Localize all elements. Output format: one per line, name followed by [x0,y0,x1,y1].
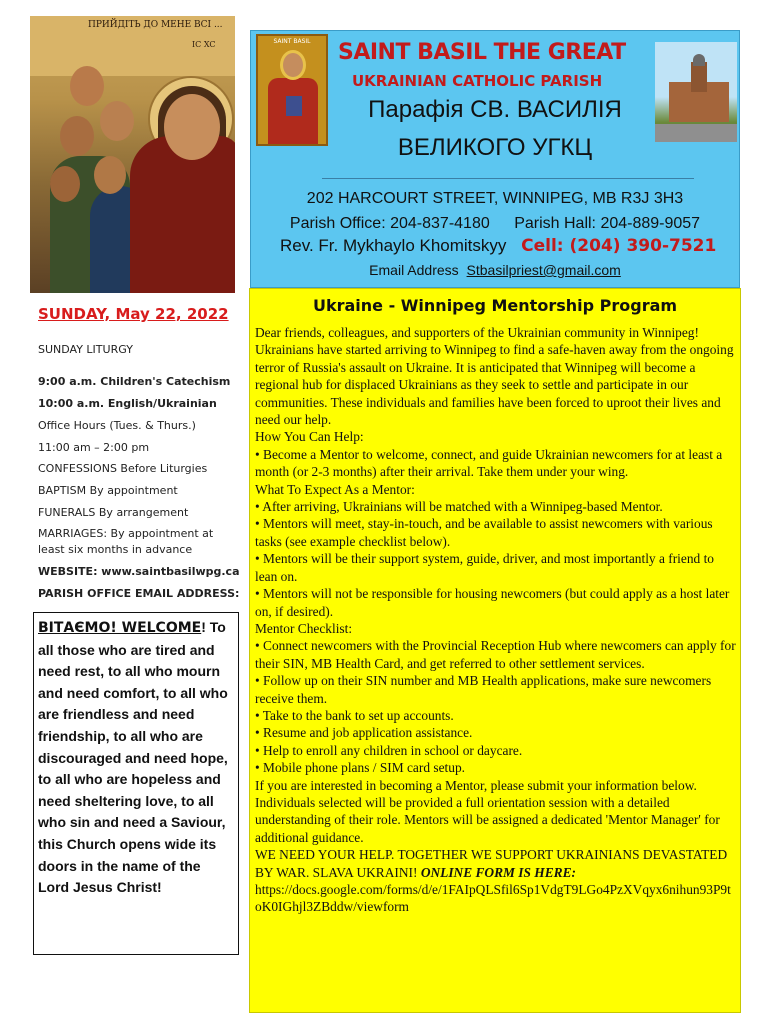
welcome-heading: ВІТАЄМО! WELCOME [38,620,202,636]
parish-address: 202 HARCOURT STREET, WINNIPEG, MB R3J 3H3 [306,190,684,207]
program-paragraph: How You Can Help: [255,429,364,445]
church-dome [693,54,705,66]
welcome-text: ! To all those who are tired and need rest, to all who mourn and need comfort, to all who are friendless and need friendship, to all who are discouraged and need hope, to all who are hopeless and need sheltering love, to all who sin and need a Saviour, this Church opens wide its doors in the name of the Lord Jesus Christ! [38,619,228,896]
saint-head [280,50,306,80]
parish-phones [250,215,740,233]
confessions-info: CONFESSIONS Before Liturgies [38,462,208,475]
office-hours: Office Hours (Tues. & Thurs.) [38,419,196,432]
christ-face [164,94,220,160]
program-closing [255,846,737,881]
email-link[interactable]: Stbasilpriest@gmail.com [466,262,621,278]
marriages-info-line2: least six months in advance [38,543,193,556]
figure-face [60,116,94,156]
funerals-info: FUNERALS By arrangement [38,506,189,519]
online-form-label: ONLINE FORM IS HERE: [420,864,576,880]
header-divider [322,178,694,179]
figure-face [50,166,80,202]
program-paragraph: • Connect newcomers with the Provincial Reception Hub where newcomers can apply for their SIN, MB Health Card, and get referred to other settlement services. [255,638,736,671]
saint-basil-icon-image [256,34,328,146]
program-title: Ukraine - Winnipeg Mentorship Program [312,296,678,315]
program-paragraph: • Follow up on their SIN number and MB Health applications, make sure newcomers receive them. [255,673,712,706]
website-link[interactable]: WEBSITE: www.saintbasilwpg.ca [38,565,240,578]
parish-email-heading: PARISH OFFICE EMAIL ADDRESS: [38,587,240,600]
program-paragraph: • Resume and job application assistance. [255,725,473,741]
saint-book [286,96,302,116]
priest-line [280,236,740,256]
parish-title: SAINT BASIL THE GREAT [338,40,626,65]
program-paragraph: What To Expect As a Mentor: [255,481,415,497]
form-url-link[interactable]: https://docs.google.com/forms/d/e/1FAIpQLSfil6Sp1VdgT9LGo4PzXVqyx6nihun93P9toK0IGhjl3ZBddw/viewform [255,882,731,915]
baptism-info: BAPTISM By appointment [38,484,178,497]
figure-face [94,156,126,194]
parish-hall-phone: Parish Hall: 204-889-9057 [514,215,701,232]
program-paragraph: • Mentors will meet, stay-in-touch, and be available to assist newcomers with various tasks (see example checklist below). [255,516,713,549]
office-hours-time: 11:00 am – 2:00 pm [38,441,150,454]
icon-caption-ic-xc: IC XC [192,40,216,49]
parking-lot [655,124,737,142]
parish-ukrainian-name-line2: ВЕЛИКОГО УГКЦ [397,134,593,161]
marriages-info-line1: MARRIAGES: By appointment at [38,527,214,540]
icon-caption: ПРИЙДІТЬ ДО МЕНЕ ВСІ ... [88,20,223,30]
priest-name: Rev. Fr. Mykhaylo Khomitskyy [280,236,507,255]
email-line [250,262,740,278]
program-paragraph: • Mentors will not be responsible for housing newcomers (but could apply as a host later on, if desired). [255,586,730,619]
program-paragraph: • Help to enroll any children in school or daycare. [255,742,523,758]
parish-subtitle: UKRAINIAN CATHOLIC PARISH [352,72,603,90]
church-tower [691,62,707,92]
icon-painting-image [30,16,235,293]
program-paragraph: Mentor Checklist: [255,620,353,636]
program-paragraph: • Mentors will be their support system, guide, driver, and most importantly a friend to lean on. [255,551,714,584]
program-paragraph: • Take to the bank to set up accounts. [255,707,454,723]
liturgy-time: 10:00 a.m. English/Ukrainian [38,397,217,410]
closing-text: WE NEED YOUR HELP. TOGETHER WE SUPPORT UKRAINIANS DEVASTATED BY WAR. SLAVA UKRAINI! [255,847,728,880]
program-paragraph: Dear friends, colleagues, and supporters of the Ukrainian community in Winnipeg! [255,325,699,340]
figure-face [70,66,104,106]
program-body [255,324,737,916]
welcome-message [38,617,234,899]
sunday-liturgy-heading: SUNDAY LITURGY [38,343,133,356]
program-paragraph: Ukrainians have started arriving to Winnipeg to find a safe-haven away from the ongoing terror of Russia's assault on Ukraine. It is anticipated that Winnipeg will become a regional hub for displaced Ukrainians as they seek to settle and participate in our communities. These individuals and families have been forced to uproot their lives and need our help. [255,342,734,428]
bulletin-date: SUNDAY, May 22, 2022 [38,305,229,323]
program-paragraph: If you are interested in becoming a Mentor, please submit your information below. Individuals selected will be provided a full orientation session with a detailed understanding of their role. Mentors will be assigned a dedicated 'Mentor Manager' for additional guidance. [255,777,720,845]
program-paragraph: • After arriving, Ukrainians will be matched with a Winnipeg-based Mentor. [255,499,663,515]
figure-face [100,101,134,141]
catechism-time: 9:00 a.m. Children's Catechism [38,375,231,388]
program-paragraph: • Mobile phone plans / SIM card setup. [255,760,465,776]
welcome-box [33,612,239,955]
priest-cell-phone: Cell: (204) 390-7521 [521,236,717,256]
saint-icon-label: SAINT BASIL [273,38,311,45]
parish-office-phone: Parish Office: 204-837-4180 [289,215,490,232]
church-building-photo [655,42,737,142]
email-label: Email Address [369,262,459,278]
parish-ukrainian-name-line1: Парафія СВ. ВАСИЛІЯ [368,96,622,123]
program-paragraph: • Become a Mentor to welcome, connect, and guide Ukrainian newcomers for at least a month (or 2-3 months) after their arrival. Take them under your wing. [255,446,723,480]
christ-robe [130,136,235,293]
